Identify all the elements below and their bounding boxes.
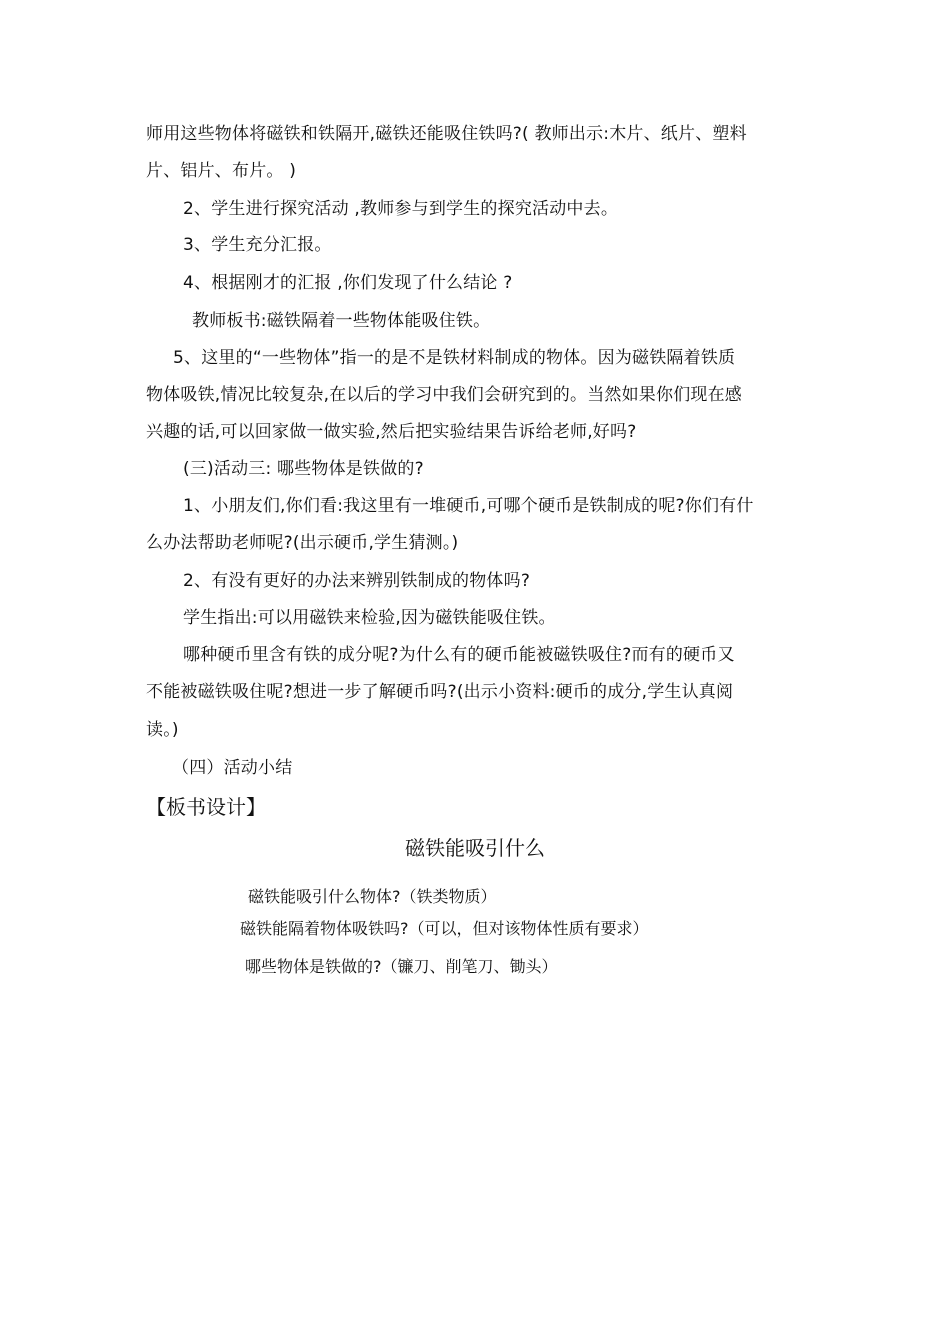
- activity-heading: (三)活动三: 哪些物体是铁做的?: [183, 459, 424, 479]
- board-item: 磁铁能隔着物体吸铁吗?（可以，但对该物体性质有要求）: [240, 919, 649, 938]
- paragraph-line: 2、学生进行探究活动 ,教师参与到学生的探究活动中去。: [183, 199, 619, 219]
- paragraph-line: 师用这些物体将磁铁和铁隔开,磁铁还能吸住铁吗?( 教师出示:木片、纸片、塑料: [146, 124, 747, 144]
- paragraph-line: 学生指出:可以用磁铁来检验,因为磁铁能吸住铁。: [183, 608, 556, 628]
- board-title: 磁铁能吸引什么: [405, 836, 545, 860]
- paragraph-line: 5、这里的“一些物体”指一的是不是铁材料制成的物体。因为磁铁隔着铁质: [173, 348, 736, 368]
- paragraph-line: 物体吸铁,情况比较复杂,在以后的学习中我们会研究到的。当然如果你们现在感: [146, 385, 743, 405]
- paragraph-line: 读。): [146, 720, 179, 740]
- paragraph-line: 2、有没有更好的办法来辨别铁制成的物体吗?: [183, 571, 531, 591]
- board-item: 磁铁能吸引什么物体?（铁类物质）: [248, 887, 497, 906]
- paragraph-line: 哪种硬币里含有铁的成分呢?为什么有的硬币能被磁铁吸住?而有的硬币又: [183, 645, 735, 665]
- board-item: 哪些物体是铁做的?（镰刀、削笔刀、锄头）: [245, 957, 558, 976]
- paragraph-line: 么办法帮助老师呢?(出示硬币,学生猜测。): [146, 533, 459, 553]
- activity-summary-heading: （四）活动小结: [172, 758, 293, 778]
- paragraph-line: 不能被磁铁吸住呢?想进一步了解硬币吗?(出示小资料:硬币的成分,学生认真阅: [146, 682, 734, 702]
- paragraph-line: 兴趣的话,可以回家做一做实验,然后把实验结果告诉给老师,好吗?: [146, 422, 637, 442]
- paragraph-line: 1、小朋友们,你们看:我这里有一堆硬币,可哪个硬币是铁制成的呢?你们有什: [183, 496, 754, 516]
- section-heading: 【板书设计】: [146, 795, 266, 819]
- paragraph-line: 3、学生充分汇报。: [183, 235, 332, 255]
- paragraph-line: 片、铝片、布片。 ): [146, 161, 297, 181]
- paragraph-line: 4、根据刚才的汇报 ,你们发现了什么结论 ?: [183, 273, 513, 293]
- blackboard-note: 教师板书:磁铁隔着一些物体能吸住铁。: [192, 311, 491, 331]
